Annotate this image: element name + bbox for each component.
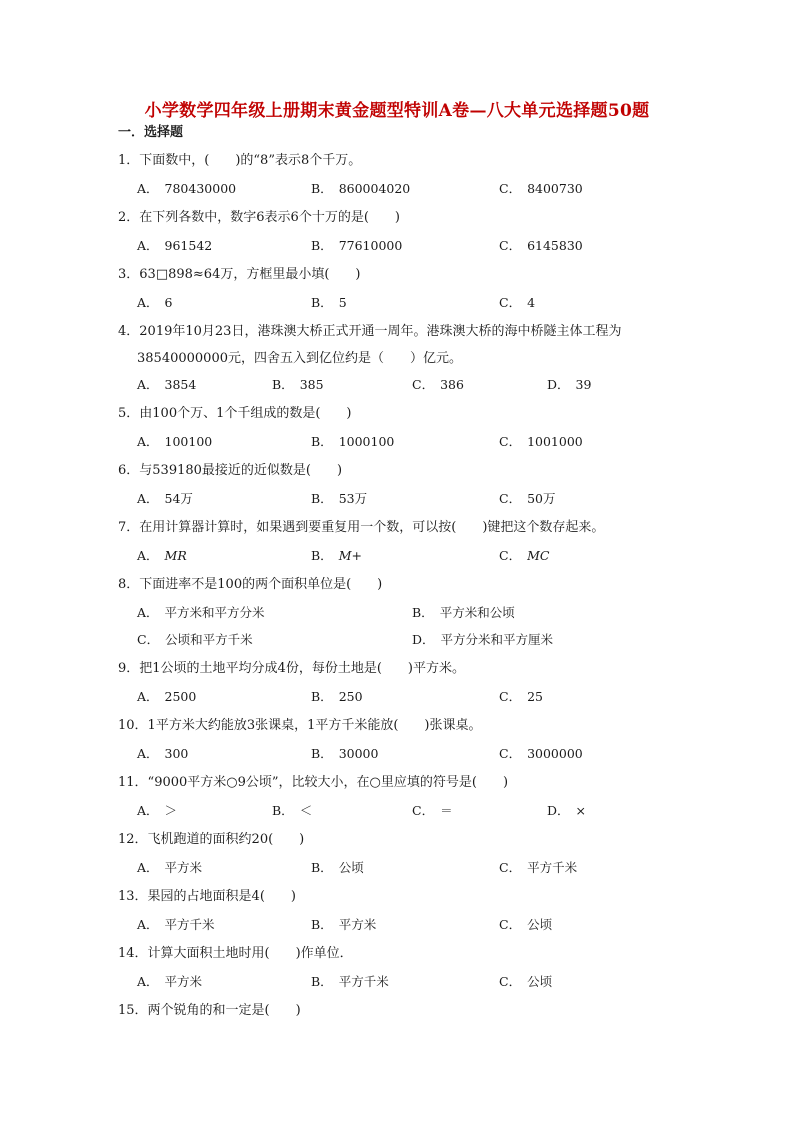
question-3-stem: 3．63□898≈64万，方框里最小填( ) <box>118 267 361 282</box>
question-6-option-b: B． 53万 <box>311 491 368 506</box>
question-11-stem: 11．“9000平方米○9公顷”，比较大小，在○里应填的符号是( ) <box>118 775 509 790</box>
question-7-stem: 7．在用计算器计算时，如果遇到要重复用一个数，可以按( )键把这个数存起来。 <box>118 520 605 535</box>
question-3-option-b: B． 5 <box>311 295 347 310</box>
question-8-option-c: C． 公顷和平方千米 <box>137 632 253 647</box>
question-5-stem: 5．由100个万、1个千组成的数是( ) <box>118 406 352 421</box>
question-10-option-c: C． 3000000 <box>499 746 583 761</box>
question-14-option-a: A． 平方米 <box>137 974 203 989</box>
question-1-option-b: B． 860004020 <box>311 181 411 196</box>
question-10-option-a: A． 300 <box>137 746 189 761</box>
question-1-stem: 1．下面数中，( )的“8”表示8个千万。 <box>118 153 362 168</box>
question-2-stem: 2．在下列各数中，数字6表示6个十万的是( ) <box>118 210 400 225</box>
question-4-option-a: A． 3854 <box>137 377 197 392</box>
question-11-option-d: D． × <box>547 803 587 818</box>
question-14-option-c: C． 公顷 <box>499 974 553 989</box>
question-4-option-b: B． 385 <box>272 377 324 392</box>
question-13-option-b: B． 平方米 <box>311 917 377 932</box>
question-13-stem: 13．果园的占地面积是4( ) <box>118 889 296 904</box>
question-6-option-c: C． 50万 <box>499 491 556 506</box>
question-10-option-b: B． 30000 <box>311 746 379 761</box>
question-12-option-a: A． 平方米 <box>137 860 203 875</box>
section-heading: 一．选择题 <box>118 125 184 140</box>
question-5-option-b: B． 1000100 <box>311 434 395 449</box>
question-4-option-c: C． 386 <box>412 377 464 392</box>
question-14-option-b: B． 平方千米 <box>311 974 389 989</box>
question-10-stem: 10．1平方米大约能放3张课桌，1平方千米能放( )张课桌。 <box>118 718 482 733</box>
question-5-option-a: A． 100100 <box>137 434 213 449</box>
question-12-option-b: B． 公顷 <box>311 860 364 875</box>
question-8-option-d: D． 平方分米和平方厘米 <box>412 632 554 647</box>
question-13-option-c: C． 公顷 <box>499 917 553 932</box>
question-2-option-a: A． 961542 <box>137 238 213 253</box>
question-7-option-a: A． MR <box>137 548 187 563</box>
question-1-option-c: C． 8400730 <box>499 181 583 196</box>
question-3-option-c: C． 4 <box>499 295 536 310</box>
question-4-option-d: D． 39 <box>547 377 592 392</box>
question-13-option-a: A． 平方千米 <box>137 917 215 932</box>
question-4-stem-continued: 38540000000元，四舍五入到亿位约是（ ）亿元。 <box>137 351 462 366</box>
question-6-option-a: A． 54万 <box>137 491 193 506</box>
question-14-stem: 14．计算大面积土地时用( )作单位． <box>118 946 353 961</box>
question-7-option-b: B． M+ <box>311 548 362 563</box>
document-title: 小学数学四年级上册期末黄金题型特训A卷—八大单元选择题50题 <box>144 101 650 121</box>
question-4-stem: 4．2019年10月23日，港珠澳大桥正式开通一周年。港珠澳大桥的海中桥隧主体工程为 <box>118 324 622 339</box>
question-7-option-c: C． MC <box>499 548 550 563</box>
question-9-option-b: B． 250 <box>311 689 363 704</box>
question-8-stem: 8．下面进率不是100的两个面积单位是( ) <box>118 577 383 592</box>
question-8-option-a: A． 平方米和平方分米 <box>137 605 265 620</box>
question-12-option-c: C． 平方千米 <box>499 860 578 875</box>
question-2-option-b: B． 77610000 <box>311 238 403 253</box>
question-9-option-c: C． 25 <box>499 689 543 704</box>
question-6-stem: 6．与539180最接近的近似数是( ) <box>118 463 343 478</box>
question-2-option-c: C． 6145830 <box>499 238 583 253</box>
question-1-option-a: A． 780430000 <box>137 181 237 196</box>
question-5-option-c: C． 1001000 <box>499 434 583 449</box>
question-11-option-b: B． ＜ <box>272 803 313 818</box>
question-15-stem: 15．两个锐角的和一定是( ) <box>118 1003 301 1018</box>
question-11-option-c: C． ＝ <box>412 803 453 818</box>
question-8-option-b: B． 平方米和公顷 <box>412 605 515 620</box>
question-3-option-a: A． 6 <box>137 295 173 310</box>
question-9-option-a: A． 2500 <box>137 689 197 704</box>
question-11-option-a: A． ＞ <box>137 803 178 818</box>
question-9-stem: 9．把1公顷的土地平均分成4份，每份土地是( )平方米。 <box>118 661 465 676</box>
question-12-stem: 12．飞机跑道的面积约20( ) <box>118 832 305 847</box>
